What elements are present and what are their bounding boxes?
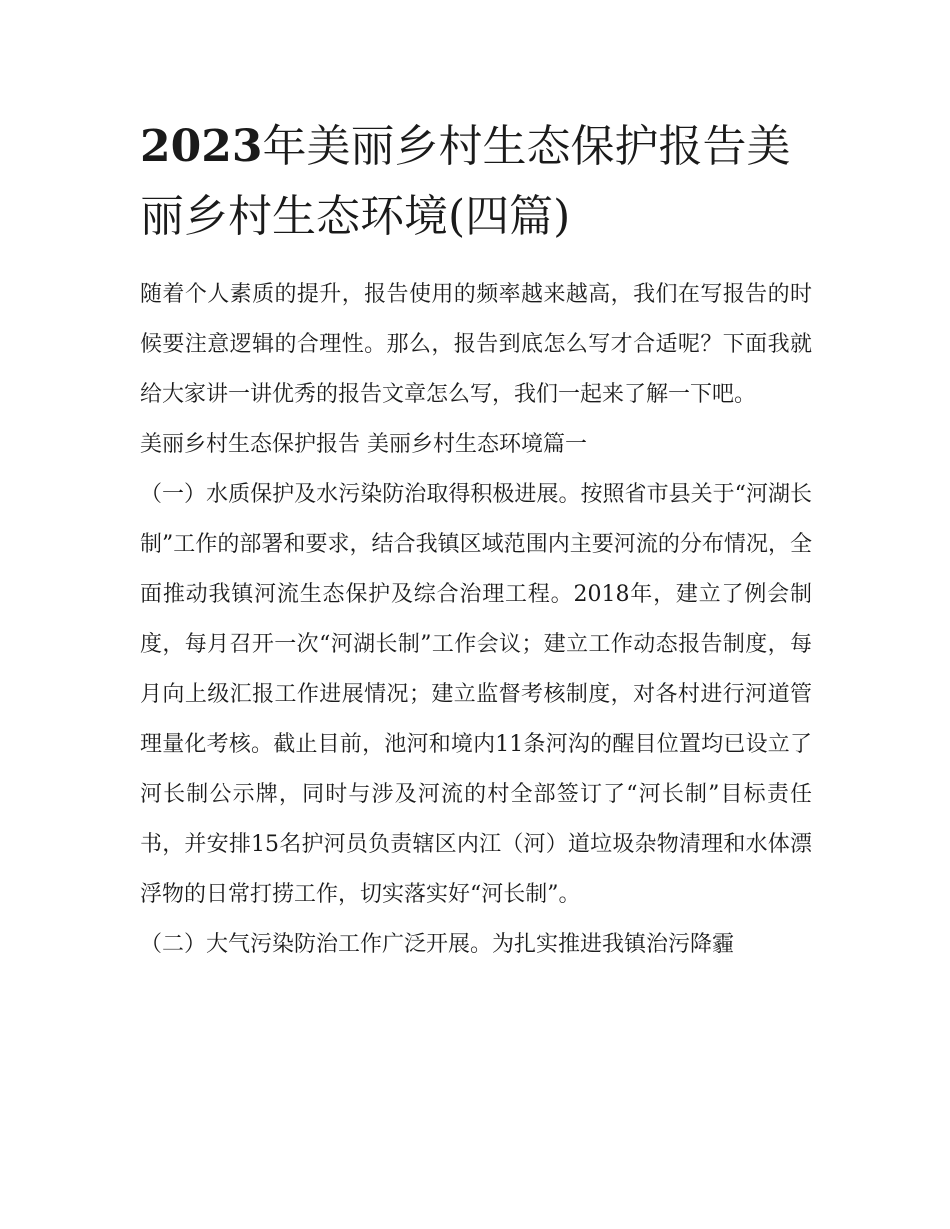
body-paragraph-water: （一）水质保护及水污染防治取得积极进展。按照省市县关于“河湖长制”工作的部署和要求，结合我镇区域范围内主要河流的分布情况，全面推动我镇河流生态保护及综合治理工程。2018年，建立了例会制度，每月召开一次“河湖长制”工作会议；建立工作动态报告制度，每月向上级汇报工作进展情况；建立监督考核制度，对各村进行河道管理量化考核。截止目前，池河和境内11条河沟的醒目位置均已设立了河长制公示牌，同时与涉及河流的村全部签订了“河长制”目标责任书，并安排15名护河员负责辖区内江（河）道垃圾杂物清理和水体漂浮物的日常打捞工作，切实落实好“河长制”。 <box>140 482 812 907</box>
title-year: 2023 <box>140 121 263 172</box>
section-heading: 美丽乡村生态保护报告 美丽乡村生态环境篇一 <box>140 432 587 457</box>
document-page <box>140 112 812 970</box>
body-paragraph-air: （二）大气污染防治工作广泛开展。为扎实推进我镇治污降霾 <box>140 932 735 957</box>
document-title <box>140 112 812 252</box>
intro-paragraph: 随着个人素质的提升，报告使用的频率越来越高，我们在写报告的时候要注意逻辑的合理性。那么，报告到底怎么写才合适呢？下面我就给大家讲一讲优秀的报告文章怎么写，我们一起来了解一下吧。 <box>140 282 812 407</box>
title-text: 年美丽乡村生态保护报告美丽乡村生态环境(四篇) <box>140 121 791 242</box>
